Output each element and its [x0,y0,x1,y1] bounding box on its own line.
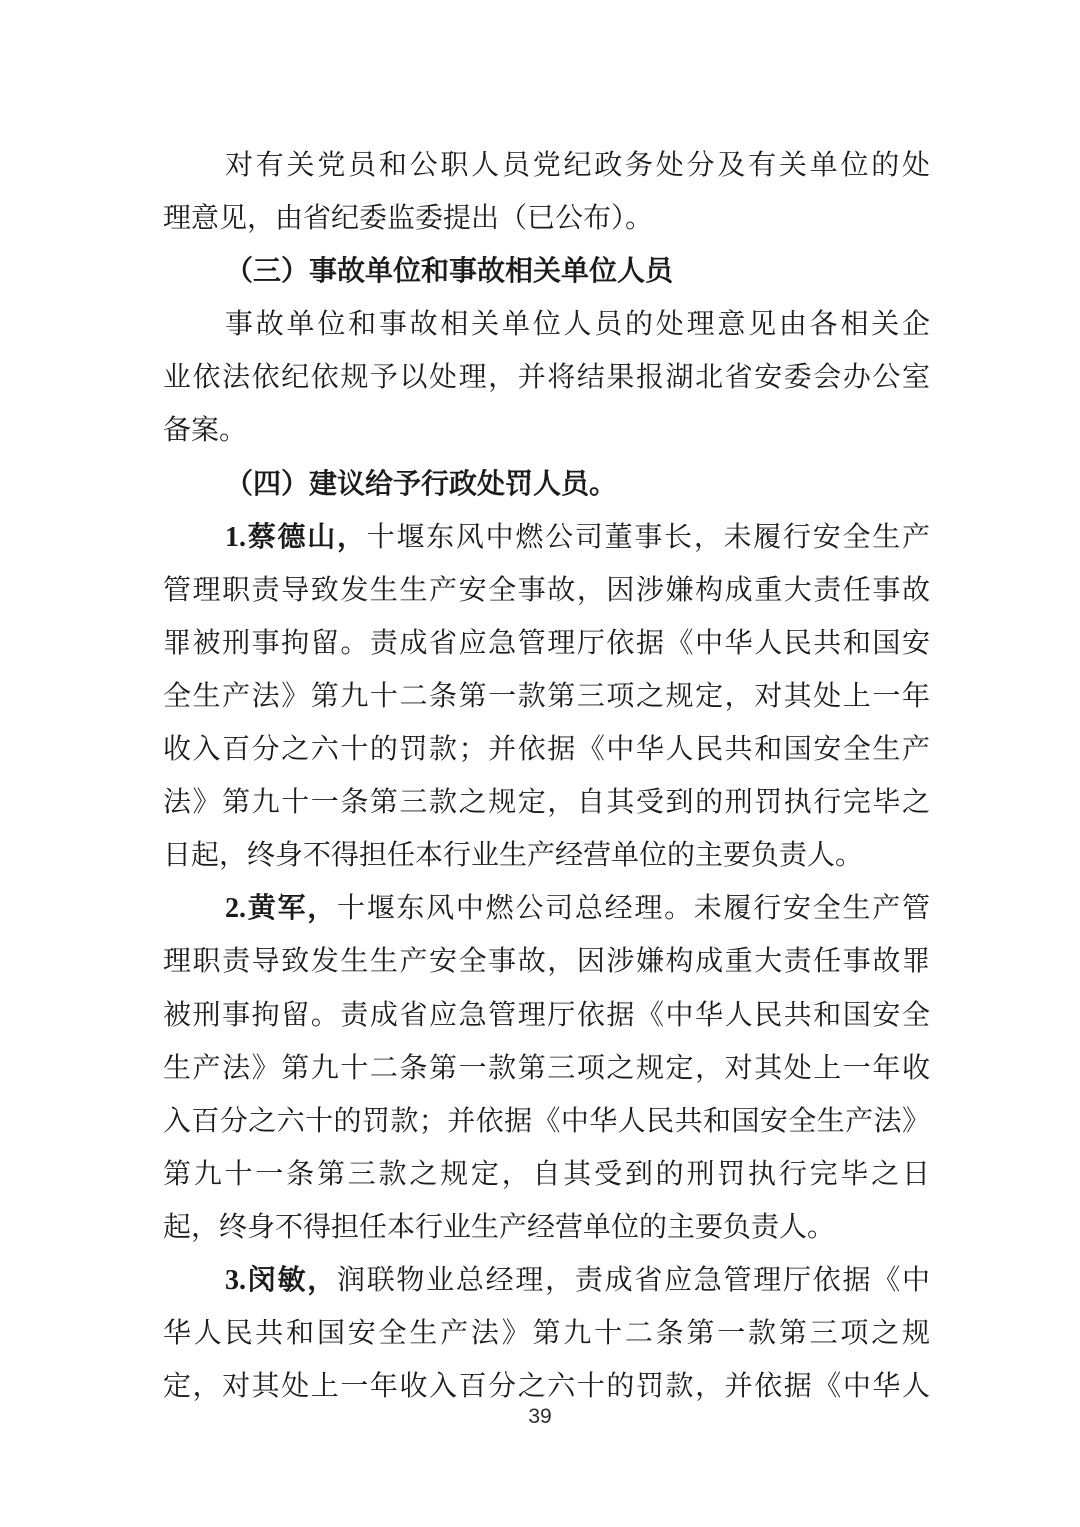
text-line [163,1042,930,1095]
line-text: 管理职责导致发生生产安全事故，因涉嫌构成重大责任事故 [163,574,930,606]
text-line [163,989,930,1042]
line-text: 罪被刑事拘留。责成省应急管理厅依据《中华人民共和国安 [163,627,930,659]
line-bold-text: （四）建议给予行政处罚人员。 [225,468,618,500]
person-name-bold: 3.闵敏， [225,1264,337,1296]
line-text: 法》第九十一条第三款之规定，自其受到的刑罚执行完毕之 [163,787,930,819]
section-heading-4 [163,458,930,511]
text-line [163,723,930,776]
line-text: 业依法依纪依规予以处理，并将结果报湖北省安委会办公室 [163,362,930,394]
section-heading-3 [163,245,930,298]
document-body [163,139,930,1413]
line-text: 理职责导致发生生产安全事故，因涉嫌构成重大责任事故罪 [163,946,930,978]
line-text: 备案。 [163,415,248,447]
line-text: 事故单位和事故相关单位人员的处理意见由各相关企 [225,309,930,341]
text-line [163,351,930,404]
line-text: 被刑事拘留。责成省应急管理厅依据《中华人民共和国安全 [163,999,930,1031]
list-item-2-line [163,882,930,935]
page-number: 39 [528,1405,552,1428]
person-name-bold: 1.蔡德山， [225,521,367,553]
line-bold-text: （三）事故单位和事故相关单位人员 [225,256,674,288]
line-text: 对有关党员和公职人员党纪政务处分及有关单位的处 [225,150,930,181]
line-text: 华人民共和国安全生产法》第九十二条第一款第三项之规 [163,1318,930,1350]
line-text: 定，对其处上一年收入百分之六十的罚款，并依据《中华人 [163,1371,930,1403]
text-line [163,670,930,723]
line-text: 十堰东风中燃公司董事长，未履行安全生产 [366,521,930,553]
person-name-bold: 2.黄军， [225,893,337,925]
line-text: 理意见，由省纪委监委提出（已公布）。 [163,203,654,235]
text-line [163,617,930,670]
line-text: 生产法》第九十二条第一款第三项之规定，对其处上一年收 [163,1052,930,1084]
text-line [163,829,930,882]
text-line [163,1201,930,1254]
text-line [163,192,930,245]
line-text: 收入百分之六十的罚款；并依据《中华人民共和国安全生产 [163,734,930,766]
line-text: 润联物业总经理，责成省应急管理厅依据《中 [336,1264,930,1296]
text-line [163,139,930,192]
text-line [163,776,930,829]
text-line [163,1307,930,1360]
text-line [163,1148,930,1201]
line-text: 起，终身不得担任本行业生产经营单位的主要负责人。 [163,1211,836,1243]
text-line [163,298,930,351]
list-item-1-line [163,511,930,564]
line-text: 十堰东风中燃公司总经理。未履行安全生产管 [336,893,930,925]
text-line [163,564,930,617]
text-line [163,935,930,988]
list-item-3-line [163,1254,930,1307]
line-text: 入百分之六十的罚款；并依据《中华人民共和国安全生产法》 [163,1105,930,1137]
line-text: 日起，终身不得担任本行业生产经营单位的主要负责人。 [163,840,864,872]
text-line [163,1095,930,1148]
line-text: 全生产法》第九十二条第一款第三项之规定，对其处上一年 [163,680,930,712]
line-text: 第九十一条第三款之规定，自其受到的刑罚执行完毕之日 [163,1158,930,1190]
text-line [163,404,930,457]
